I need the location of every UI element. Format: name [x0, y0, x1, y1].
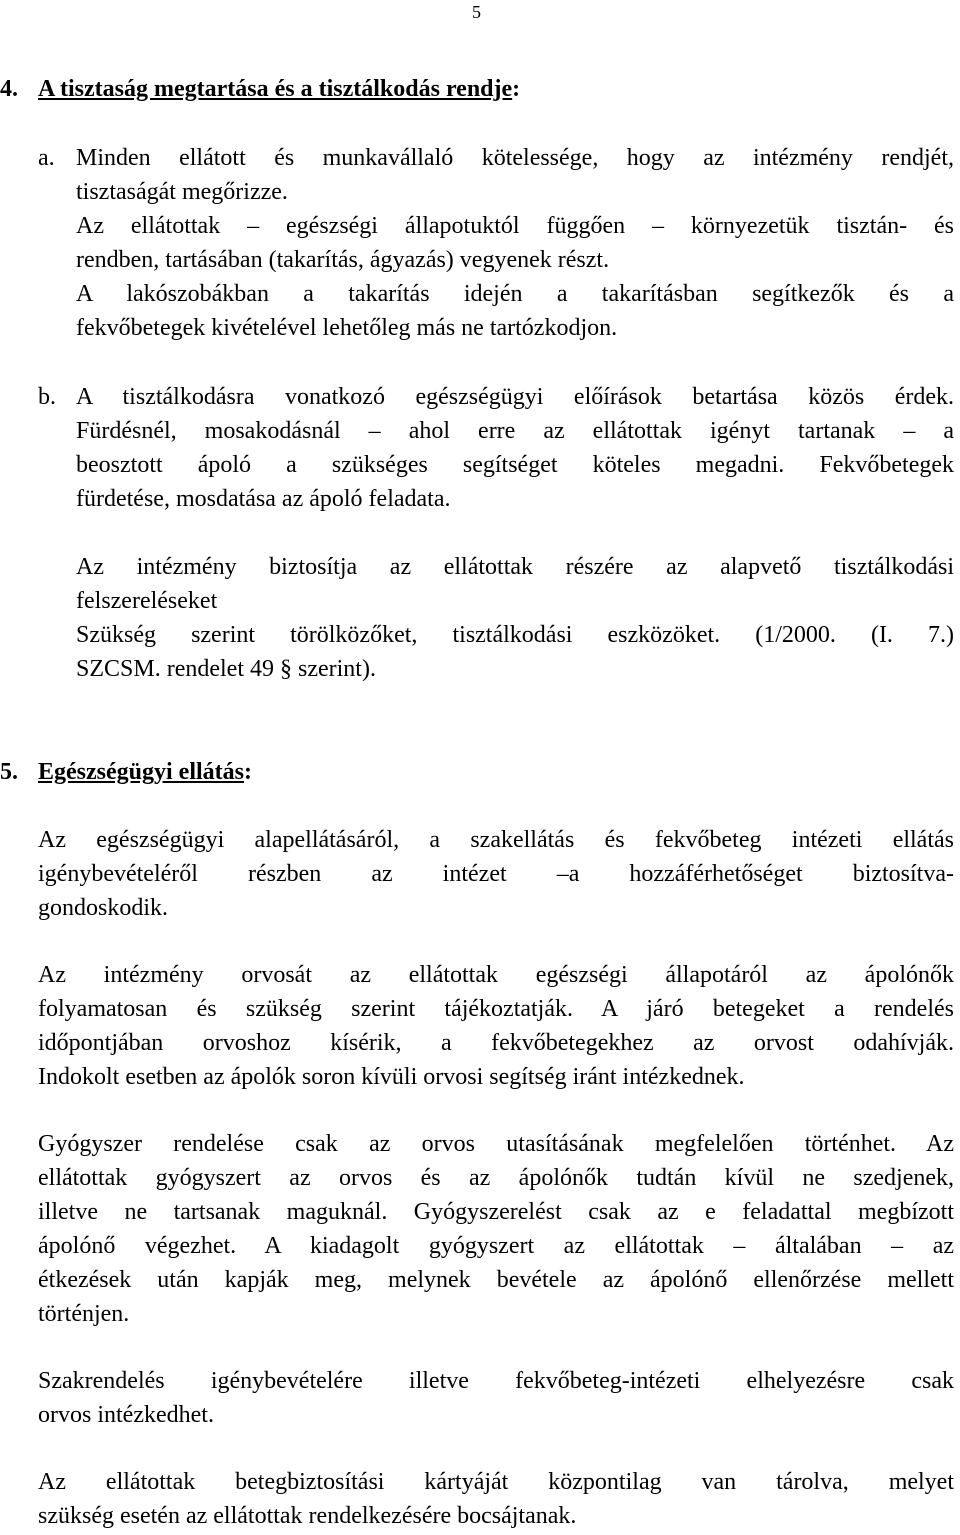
paragraph-line: történjen. — [38, 1301, 130, 1327]
hygiene-supplies-line: Szükség szerint törölközőket, tisztálkodási eszközöket. (1/2000. (I. 7.) — [76, 622, 954, 648]
section-4-colon: : — [512, 76, 521, 102]
page-number: 5 — [472, 2, 481, 22]
paragraph-line: igénybevételéről részben az intézet –a hozzáférhetőséget biztosítva- — [38, 861, 954, 887]
paragraph-line: Gyógyszer rendelése csak az orvos utasításának megfelelően történhet. Az — [38, 1131, 954, 1157]
paragraph-line: folyamatosan és szükség szerint tájékoztatják. A járó betegeket a rendelés — [38, 996, 954, 1022]
paragraph-line: Szakrendelés igénybevételére illetve fekvőbeteg-intézeti elhelyezésre csak — [38, 1368, 954, 1394]
paragraph-line: ápolónő végezhet. A kiadagolt gyógyszert az ellátottak – általában – az — [38, 1233, 954, 1259]
paragraph-line: Az intézmény orvosát az ellátottak egészségi állapotáról az ápolónők — [38, 962, 954, 988]
item-a-line: tisztaságát megőrizze. — [76, 179, 288, 205]
section-5-number: 5. — [0, 759, 18, 785]
hygiene-supplies-line: Az intézmény biztosítja az ellátottak részére az alapvető tisztálkodási — [76, 554, 954, 580]
item-a-line: Az ellátottak – egészségi állapotuktól függően – környezetük tisztán- és — [76, 213, 954, 239]
item-a-line: Minden ellátott és munkavállaló kötelessége, hogy az intézmény rendjét, — [76, 145, 954, 171]
item-b-line: Fürdésnél, mosakodásnál – ahol erre az ellátottak igényt tartanak – a — [76, 418, 954, 444]
paragraph-line: illetve ne tartsanak maguknál. Gyógyszerelést csak az e feladattal megbízott — [38, 1199, 954, 1225]
item-a-line: A lakószobákban a takarítás idején a takarításban segítkezők és a — [76, 281, 954, 307]
hygiene-supplies-line: felszereléseket — [76, 588, 218, 614]
section-5-colon: : — [243, 759, 252, 785]
section-4-number: 4. — [0, 76, 18, 102]
item-b-line: beosztott ápoló a szükséges segítséget köteles megadni. Fekvőbetegek — [76, 452, 954, 478]
section-4-title: A tisztaság megtartása és a tisztálkodás rendje — [38, 76, 513, 102]
item-a-line: fekvőbetegek kivételével lehetőleg más ne tartózkodjon. — [76, 315, 618, 341]
paragraph-line: ellátottak gyógyszert az orvos és az ápolónők tudtán kívül ne szedjenek, — [38, 1165, 954, 1191]
paragraph-line: étkezések után kapják meg, melynek bevétele az ápolónő ellenőrzése mellett — [38, 1267, 954, 1293]
section-5-title: Egészségügyi ellátás — [38, 759, 244, 785]
paragraph-line: orvos intézkedhet. — [38, 1402, 214, 1428]
item-b-line: fürdetése, mosdatása az ápoló feladata. — [76, 486, 451, 512]
paragraph-line: Az ellátottak betegbiztosítási kártyáját központilag van tárolva, melyet — [38, 1469, 954, 1495]
section-4-heading — [38, 72, 520, 106]
hygiene-supplies-line: SZCSM. rendelet 49 § szerint). — [76, 656, 376, 682]
paragraph-line: szükség esetén az ellátottak rendelkezésére bocsájtanak. — [38, 1503, 577, 1529]
paragraph-line: gondoskodik. — [38, 895, 169, 921]
section-5-heading — [38, 755, 252, 789]
paragraph-line: időpontjában orvoshoz kísérik, a fekvőbetegekhez az orvost odahívják. — [38, 1030, 954, 1056]
paragraph-line: Indokolt esetben az ápolók soron kívüli orvosi segítség iránt intézkednek. — [38, 1064, 745, 1090]
paragraph-line: Az egészségügyi alapellátásáról, a szakellátás és fekvőbeteg intézeti ellátás — [38, 827, 954, 853]
item-b-line: A tisztálkodásra vonatkozó egészségügyi előírások betartása közös érdek. — [76, 384, 954, 410]
item-a-line: rendben, tartásában (takarítás, ágyazás) vegyenek részt. — [76, 247, 610, 273]
item-b-marker: b. — [38, 384, 56, 410]
item-a-marker: a. — [38, 145, 55, 171]
